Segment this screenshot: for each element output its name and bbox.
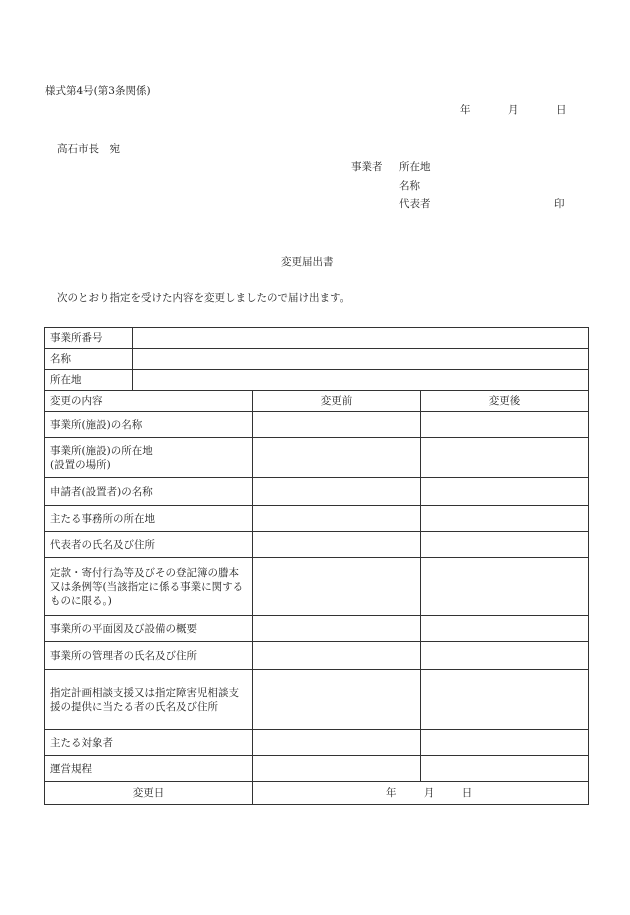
name-field[interactable] [133,349,589,370]
change-item-label: 事業所(施設)の名称 [45,412,253,438]
change-item-row [45,532,589,558]
change-item-row [45,642,589,670]
change-item-label: 主たる事務所の所在地 [45,506,253,532]
change-item-label: 主たる対象者 [45,730,253,756]
change-item-row [45,438,589,478]
change-date-row [45,782,589,805]
date-day-label: 日 [556,104,567,116]
column-header-row [45,391,589,412]
document-title: 変更届出書 [281,256,334,268]
address-label: 所在地 [45,370,133,391]
change-before-field[interactable] [253,438,421,478]
change-after-field[interactable] [421,478,589,506]
change-after-field[interactable] [421,670,589,730]
change-item-row [45,506,589,532]
date-year-label: 年 [460,104,471,116]
change-item-label: 運営規程 [45,756,253,782]
change-item-row [45,412,589,438]
change-form-table [44,327,589,805]
form-number: 様式第4号(第3条関係) [45,85,151,97]
change-item-row [45,730,589,756]
change-before-field[interactable] [253,616,421,642]
office-number-label: 事業所番号 [45,328,133,349]
column-header-after: 変更後 [421,391,589,412]
change-item-label: 定款・寄付行為等及びその登記簿の謄本又は条例等(当該指定に係る事業に関するものに限る。) [45,558,253,616]
change-before-field[interactable] [253,412,421,438]
column-header-before: 変更前 [253,391,421,412]
change-before-field[interactable] [253,478,421,506]
change-after-field[interactable] [421,642,589,670]
change-item-row [45,478,589,506]
change-before-field[interactable] [253,670,421,730]
column-header-item: 変更の内容 [45,391,253,412]
change-item-label: 代表者の氏名及び住所 [45,532,253,558]
change-item-row [45,558,589,616]
change-before-field[interactable] [253,756,421,782]
date-month-label: 月 [508,104,519,116]
change-item-label: 事業所の管理者の氏名及び住所 [45,642,253,670]
change-date-year-label: 年 [386,787,397,799]
change-after-field[interactable] [421,532,589,558]
name-row [45,349,589,370]
change-item-row [45,756,589,782]
applicant-name-label: 名称 [399,180,420,192]
change-after-field[interactable] [421,438,589,478]
address-row [45,370,589,391]
change-after-field[interactable] [421,616,589,642]
seal-mark: 印 [554,198,565,210]
change-before-field[interactable] [253,532,421,558]
change-item-label: 事業所(施設)の所在地 (設置の場所) [45,438,253,478]
change-before-field[interactable] [253,506,421,532]
change-date-day-label: 日 [461,787,473,799]
change-date-field[interactable] [253,782,589,805]
change-before-field[interactable] [253,730,421,756]
change-item-label: 指定計画相談支援又は指定障害児相談支援の提供に当たる者の氏名及び住所 [45,670,253,730]
name-label: 名称 [45,349,133,370]
change-item-label: 申請者(設置者)の名称 [45,478,253,506]
change-after-field[interactable] [421,506,589,532]
applicant-address-label: 所在地 [399,161,431,173]
change-item-label: 事業所の平面図及び設備の概要 [45,616,253,642]
applicant-label: 事業者 [351,161,383,173]
change-after-field[interactable] [421,412,589,438]
change-item-row [45,616,589,642]
address-field[interactable] [133,370,589,391]
change-before-field[interactable] [253,642,421,670]
change-before-field[interactable] [253,558,421,616]
change-item-row [45,670,589,730]
office-number-field[interactable] [133,328,589,349]
change-date-label: 変更日 [45,782,253,805]
change-after-field[interactable] [421,730,589,756]
office-number-row [45,328,589,349]
intro-text: 次のとおり指定を受けた内容を変更しましたので届け出ます。 [57,292,351,304]
applicant-representative-label: 代表者 [399,198,431,210]
change-after-field[interactable] [421,756,589,782]
change-after-field[interactable] [421,558,589,616]
addressee: 高石市長 宛 [57,143,120,155]
change-date-month-label: 月 [423,787,435,799]
